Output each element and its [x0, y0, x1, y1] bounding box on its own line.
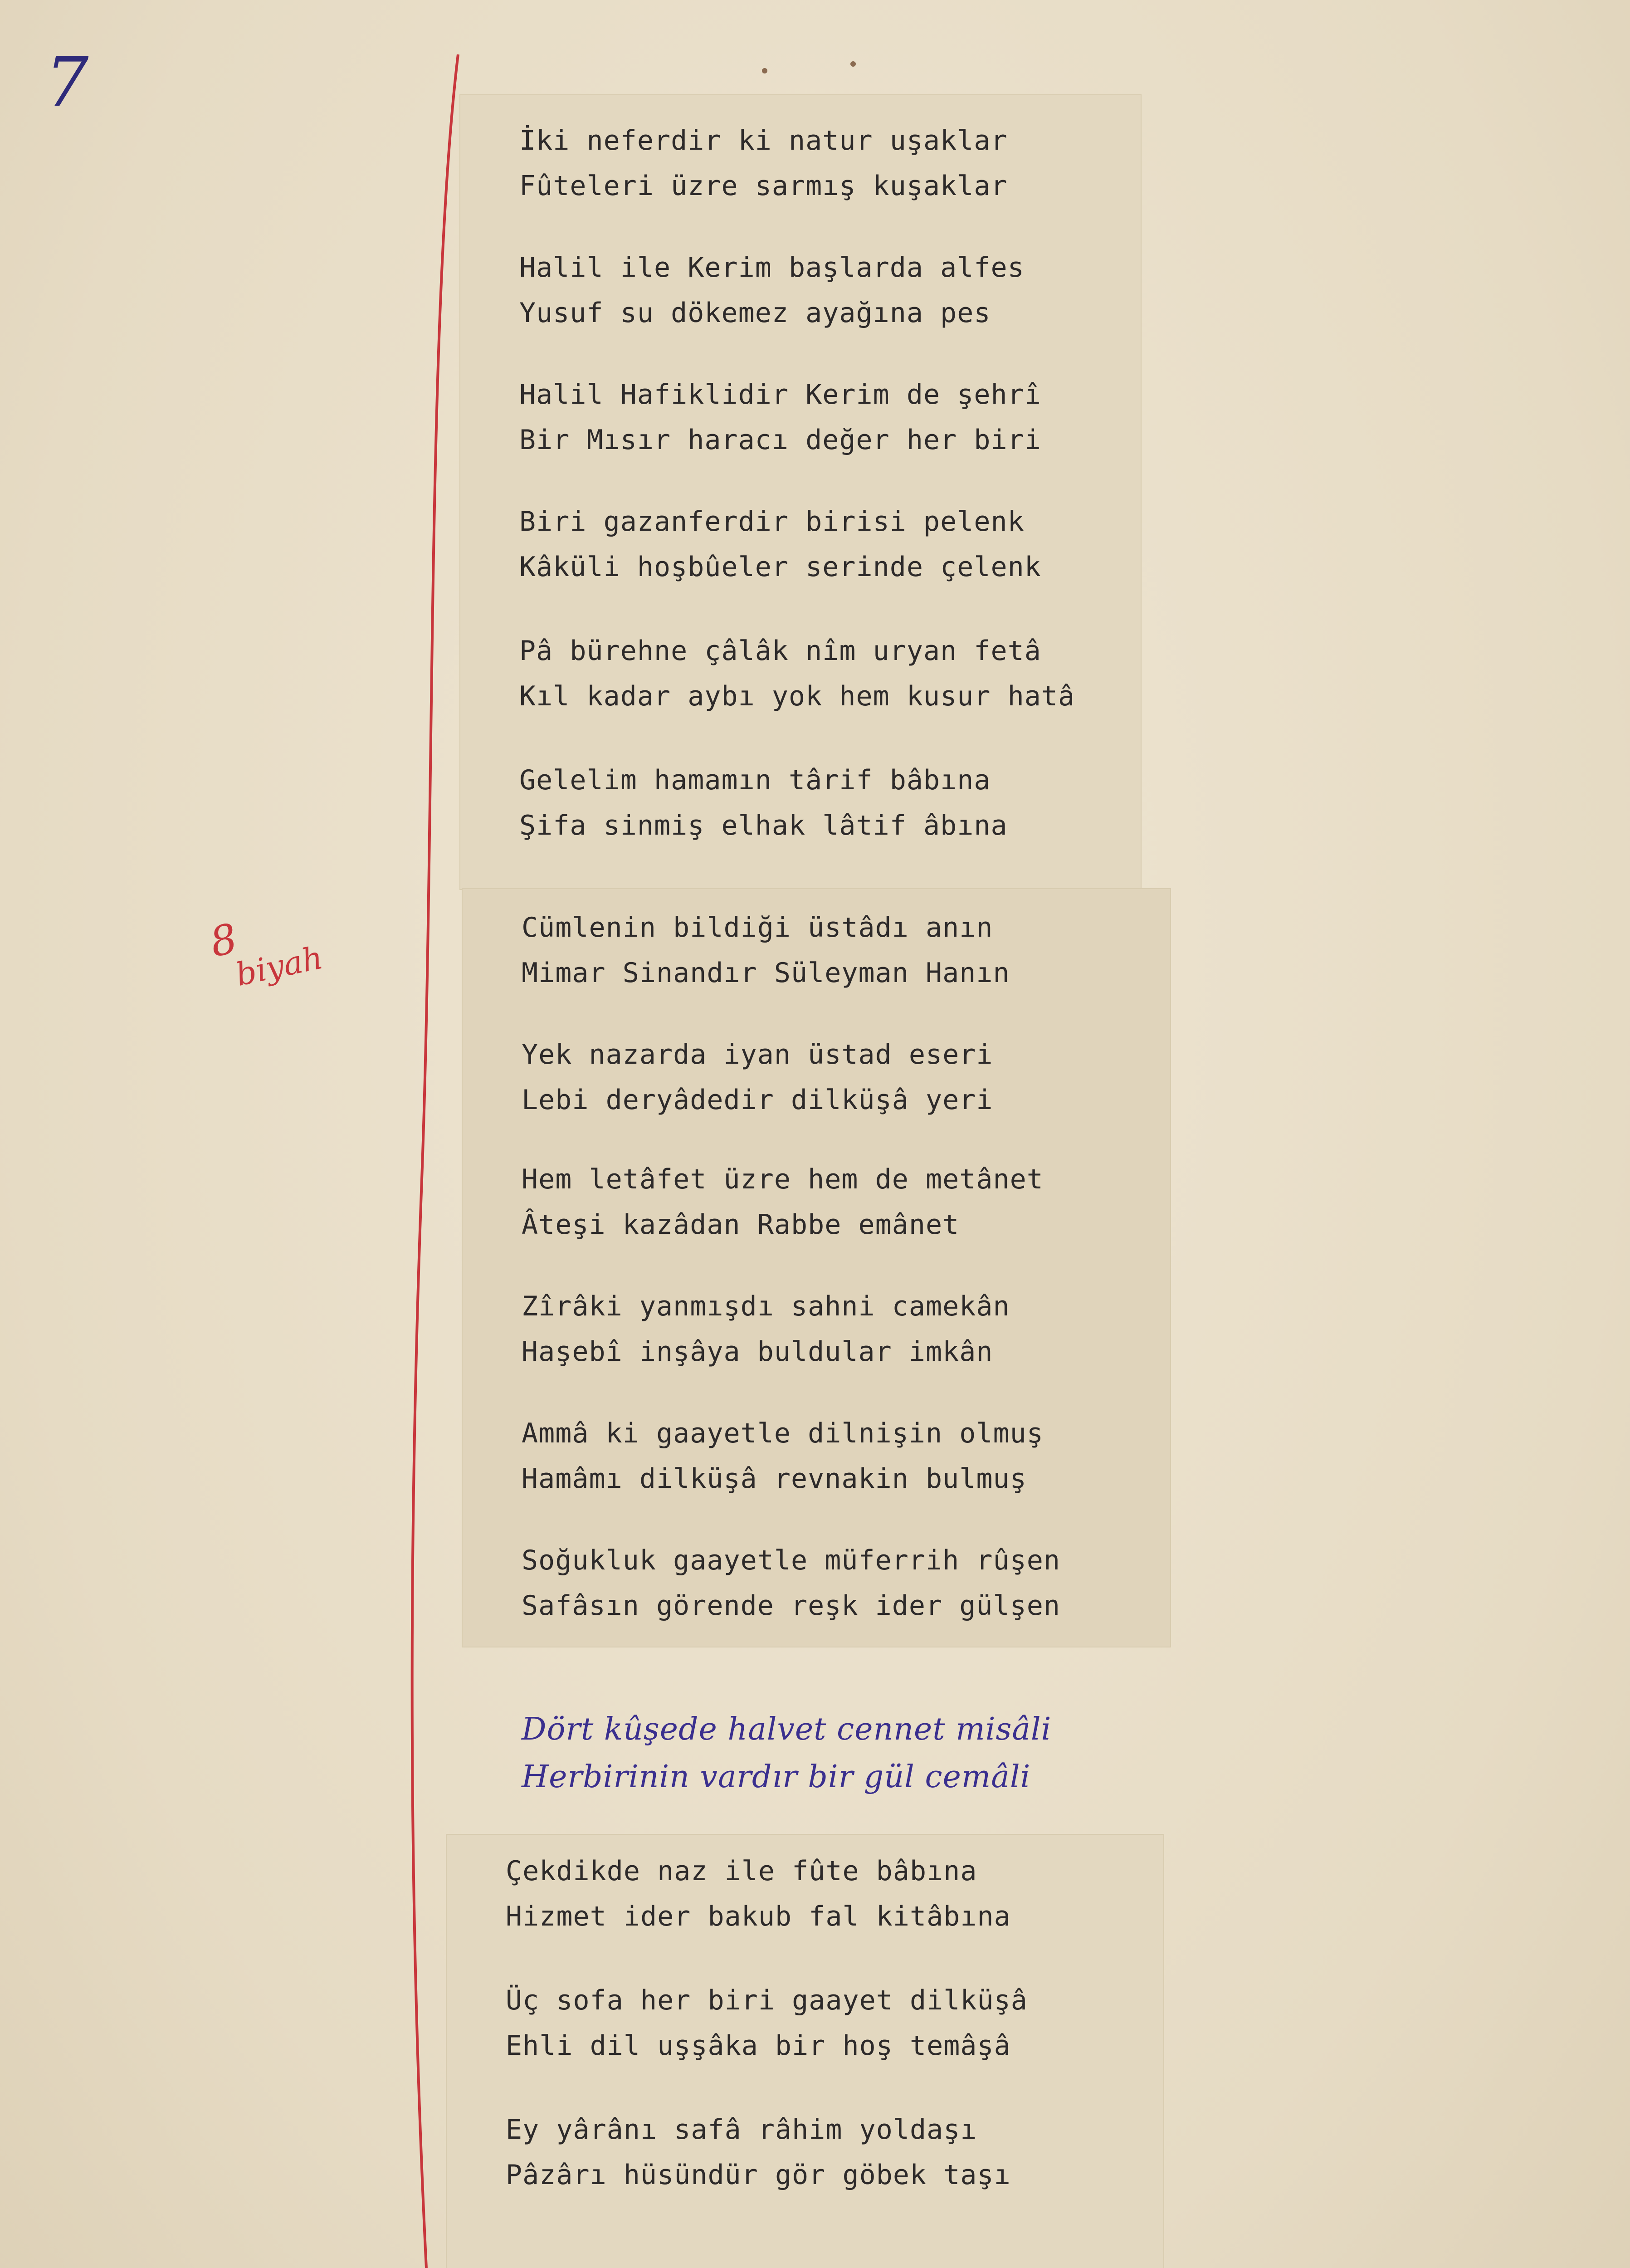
- stanza: [519, 245, 1025, 336]
- verse-line: Pâ bürehne çâlâk nîm uryan fetâ: [519, 635, 1041, 667]
- margin-note-number: 8: [206, 914, 242, 967]
- verse-line: Cümlenin bildiği üstâdı anın: [522, 912, 993, 943]
- handwritten-insert: [522, 1706, 1051, 1801]
- verse-line: Hizmet ider bakub fal kitâbına: [506, 1901, 1011, 1932]
- verse-line: Mimar Sinandır Süleyman Hanın: [522, 957, 1010, 989]
- stanza: [522, 1284, 1010, 1374]
- ink-spot: [850, 61, 856, 67]
- handwritten-line: Dört kûşede halvet cennet misâli: [522, 1711, 1052, 1747]
- typed-clipping-2: [463, 889, 1170, 1647]
- verse-line: Fûteleri üzre sarmış kuşaklar: [519, 170, 1008, 202]
- stanza: [522, 1157, 1044, 1247]
- typed-clipping-1: [460, 95, 1141, 889]
- stanza: [506, 1978, 1028, 2068]
- verse-line: Kıl kadar aybı yok hem kusur hatâ: [519, 680, 1075, 712]
- verse-line: Üç sofa her biri gaayet dilküşâ: [506, 1984, 1028, 2016]
- stanza: [506, 1848, 1011, 1939]
- verse-line: Hamâmı dilküşâ revnakin bulmuş: [522, 1463, 1027, 1495]
- stanza: [519, 628, 1075, 719]
- verse-line: Ehli dil uşşâka bir hoş temâşâ: [506, 2030, 1011, 2062]
- verse-line: Gelelim hamamın târif bâbına: [519, 764, 991, 796]
- verse-line: Bir Mısır haracı değer her biri: [519, 424, 1041, 456]
- stanza: [522, 905, 1010, 996]
- verse-line: Halil ile Kerim başlarda alfes: [519, 252, 1025, 284]
- stanza: [506, 2107, 1011, 2198]
- verse-line: Hem letâfet üzre hem de metânet: [522, 1163, 1044, 1195]
- stanza: [522, 1032, 993, 1123]
- verse-line: Ammâ ki gaayetle dilnişin olmuş: [522, 1418, 1044, 1449]
- stanza: [522, 1411, 1044, 1501]
- verse-line: Âteşi kazâdan Rabbe emânet: [522, 1209, 960, 1241]
- verse-line: Halil Hafiklidir Kerim de şehrî: [519, 379, 1041, 411]
- margin-note-word: biyah: [232, 938, 326, 994]
- verse-line: Safâsın görende reşk ider gülşen: [522, 1590, 1060, 1622]
- verse-line: Soğukluk gaayetle müferrih rûşen: [522, 1545, 1060, 1576]
- verse-line: Yek nazarda iyan üstad eseri: [522, 1039, 993, 1070]
- verse-line: Biri gazanferdir birisi pelenk: [519, 506, 1025, 538]
- typed-clipping-3: [447, 1835, 1163, 2268]
- stanza: [519, 118, 1008, 209]
- verse-line: Kâküli hoşbûeler serinde çelenk: [519, 551, 1041, 583]
- verse-line: Haşebî inşâya buldular imkân: [522, 1336, 993, 1368]
- stanza: [519, 499, 1041, 590]
- verse-line: İki neferdir ki natur uşaklar: [519, 125, 1008, 156]
- verse-line: Çekdikde naz ile fûte bâbına: [506, 1855, 977, 1887]
- ink-spot: [762, 68, 767, 73]
- verse-line: Şifa sinmiş elhak lâtif âbına: [519, 810, 1008, 841]
- verse-line: Zîrâki yanmışdı sahni camekân: [522, 1290, 1010, 1322]
- stanza: [519, 758, 1008, 848]
- stanza: [519, 372, 1041, 463]
- page-number: 7: [45, 43, 89, 122]
- verse-line: Pâzârı hüsündür gör göbek taşı: [506, 2159, 1011, 2191]
- verse-line: Yusuf su dökemez ayağına pes: [519, 297, 991, 329]
- stanza: [522, 1538, 1060, 1628]
- verse-line: Lebi deryâdedir dilküşâ yeri: [522, 1084, 993, 1116]
- verse-line: Ey yârânı safâ râhim yoldaşı: [506, 2114, 977, 2146]
- handwritten-line: Herbirinin vardır bir gül cemâli: [522, 1759, 1031, 1795]
